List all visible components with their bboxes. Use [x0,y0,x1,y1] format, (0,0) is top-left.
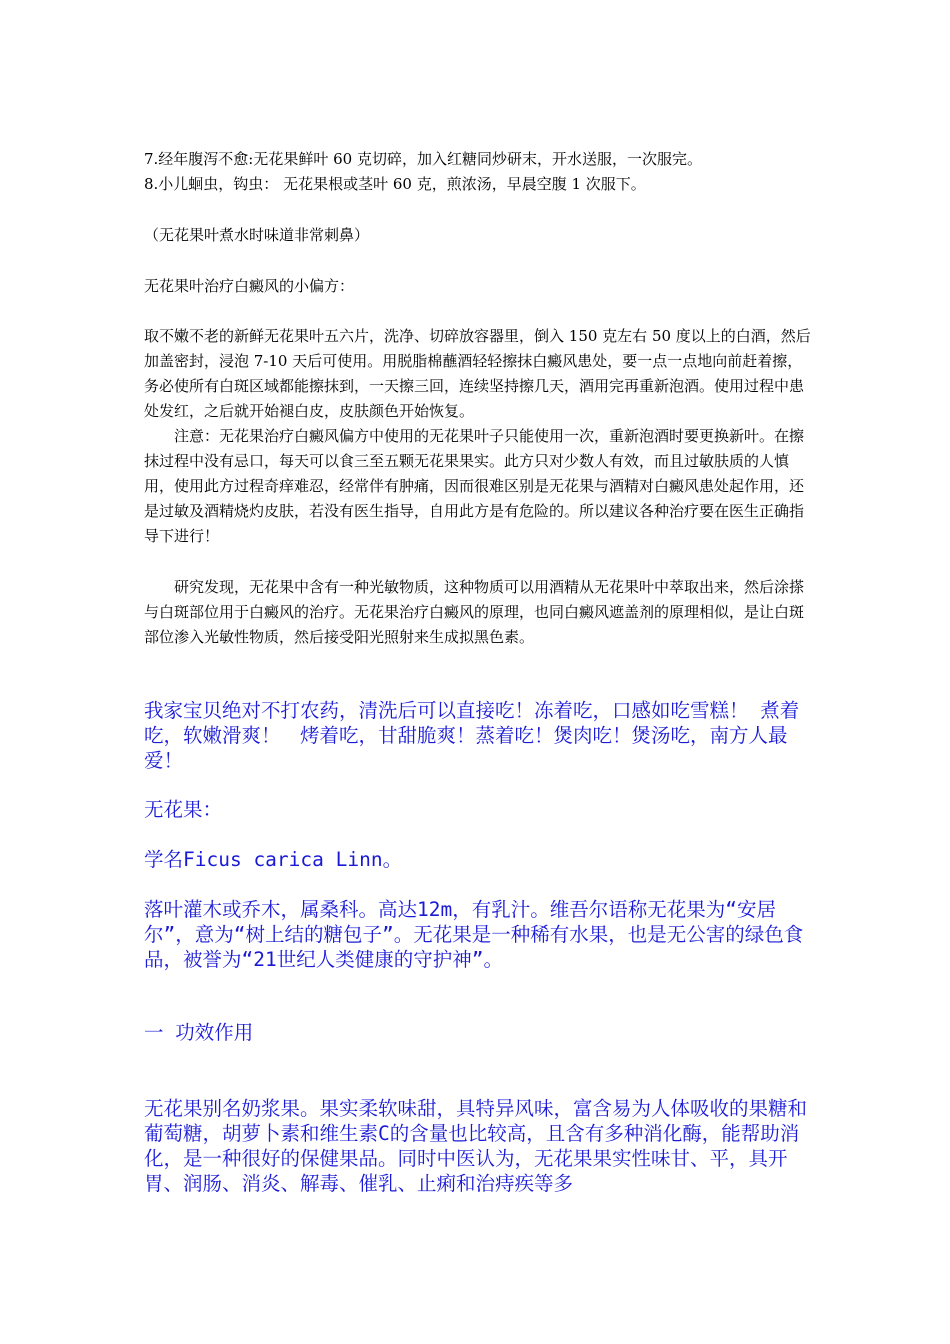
fig-label: 无花果： [144,798,223,821]
promo-text: 我家宝贝绝对不打农药，清洗后可以直接吃！冻着吃，口感如吃雪糕！ 煮着吃，软嫩滑爽！ 烤着吃，甘甜脆爽！蒸着吃！煲肉吃！煲汤吃，南方人最爱！ [144,699,800,772]
remedy-item-7: 7.经年腹泻不愈:无花果鲜叶 60 克切碎，加入红糖同炒研末，开水送服，一次服完。 [144,150,702,168]
vitiligo-heading: 无花果叶治疗白癜风的小偏方： [144,277,355,295]
efficacy-text: 无花果别名奶浆果。果实柔软味甜，具特异风味，富含易为人体吸收的果糖和葡萄糖，胡萝卜素和维生素C的含量也比较高，且含有多种消化酶，能帮助消化，是一种很好的保健果品。同时中医认为，无花果果实性味甘、平，具开胃、润肠、消炎、解毒、催乳、止痢和治痔疾等多 [144,1097,808,1195]
vitiligo-research: 研究发现，无花果中含有一种光敏物质，这种物质可以用酒精从无花果叶中萃取出来，然后涂搽与白斑部位用于白癜风的治疗。无花果治疗白癜风的原理，也同白癜风遮盖剂的原理相似，是让白斑部位渗入光敏性物质，然后接受阳光照射来生成拟黑色素。 [144,578,805,646]
section-heading-efficacy: 一 功效作用 [144,1021,254,1044]
smell-note: （无花果叶煮水时味道非常刺鼻） [144,226,370,244]
vitiligo-caution: 注意：无花果治疗白癜风偏方中使用的无花果叶子只能使用一次，重新泡酒时要更换新叶。在擦抹过程中没有忌口，每天可以食三至五颗无花果果实。此方只对少数人有效，而且过敏肤质的人慎用，使用此方过程奇痒难忍，经常伴有肿痛，因而很难区别是无花果与酒精对白癜风患处起作用，还是过敏及酒精烧灼皮肤，若没有医生指导，自用此方是有危险的。所以建议各种治疗要在医生正确指导下进行！ [144,427,805,545]
fig-description: 落叶灌木或乔木，属桑科。高达12m，有乳汁。维吾尔语称无花果为“安居尔”，意为“树上结的糖包子”。无花果是一种稀有水果，也是无公害的绿色食品，被誉为“21世纪人类健康的守护神”。 [144,898,804,971]
scientific-name: 学名Ficus carica Linn。 [144,848,403,871]
remedy-item-8: 8.小儿蛔虫，钩虫： 无花果根或茎叶 60 克，煎浓汤，早晨空腹 1 次服下。 [144,175,646,193]
vitiligo-method: 取不嫩不老的新鲜无花果叶五六片，洗净、切碎放容器里，倒入 150 克左右 50 度以上的白酒，然后加盖密封，浸泡 7-10 天后可使用。用脱脂棉蘸酒轻轻擦抹白癜风患处，要一点一点地向前赶着擦，务必使所有白斑区域都能擦抹到，一天擦三回，连续坚持擦几天，酒用完再重新泡酒。使用过程中患处发红，之后就开始褪白皮，皮肤颜色开始恢复。 [144,327,811,420]
